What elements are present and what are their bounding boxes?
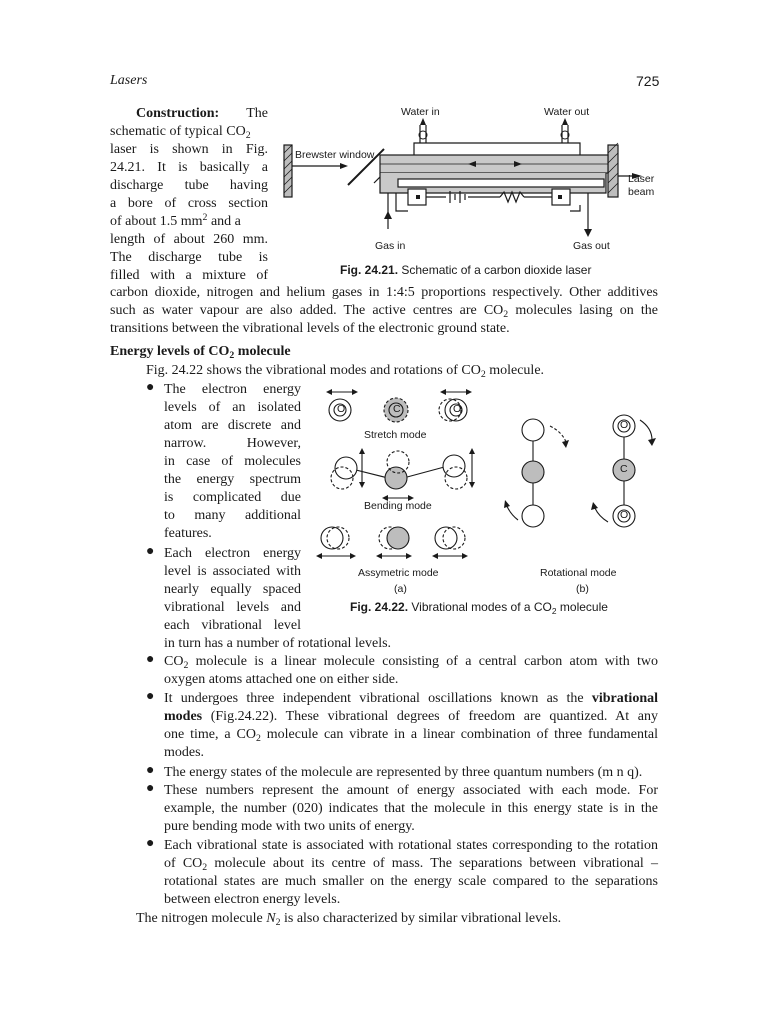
label-water-out: Water out — [544, 106, 590, 118]
construction-line: 24.21. It is basically a — [110, 160, 268, 175]
bullet-1: The electron energy levels of an isolated atom are discrete and narrow. However, in case of molecules the energy spectrum is complicated due to many additional features. — [164, 382, 301, 541]
construction-column — [110, 105, 268, 285]
atom-label-o: O — [453, 403, 462, 415]
label-brewster-window: Brewster window — [295, 149, 375, 161]
atom-label-o: O — [620, 419, 629, 431]
bullet-marker: ● — [146, 781, 155, 796]
bullet-6: These numbers represent the amount of energy associated with each mode. For example, the number (020) indicates that the molecule in this energy state is in the pure bending mode with two units of energy. — [164, 783, 658, 834]
label-laser-beam: Laser beam — [628, 173, 655, 198]
label-stretch-mode: Stretch mode — [364, 429, 427, 441]
label-bending-mode: Bending mode — [364, 500, 432, 512]
label-gas-in: Gas in — [375, 240, 406, 252]
bullet-3: $CO_2$ molecule is a linear molecule consisting of a central carbon atom with two oxygen atoms attached one on either side. — [164, 654, 658, 687]
construction-line: a bore of cross section — [110, 196, 268, 211]
label-rotational-mode: Rotational mode — [540, 567, 617, 579]
co2-vibrational-modes-figure — [318, 386, 658, 586]
bullet-marker: ● — [146, 652, 155, 667]
label-asymmetric-mode: Assymetric mode — [358, 567, 439, 579]
bullet-2: Each electron energy level is associated with nearly equally spaced vibrational levels and each vibrational level — [164, 546, 301, 633]
construction-line: filled with a mixture of — [110, 268, 268, 283]
construction-continued: carbon dioxide, nitrogen and helium gases in 1:4:5 proportions respectively. Other additives such as water vapour are also added. The active centres are $CO_2$ molecules lasing on the transitions between the vibrational levels of the electronic ground state. — [110, 285, 658, 336]
construction-line: laser is shown in Fig. — [110, 142, 268, 157]
closing-line: The nitrogen molecule $N_2$ is also characterized by similar vibrational levels. — [136, 911, 562, 928]
atom-label-c: C — [393, 403, 401, 415]
bullet-2-end: in turn has a number of rotational levels. — [164, 636, 392, 651]
fig-24-21-caption: Fig. 24.21. Schematic of a carbon dioxide laser — [340, 263, 592, 277]
bullet-marker: ● — [146, 544, 155, 559]
bullet-marker: ● — [146, 689, 155, 704]
construction-line: schematic of typical $CO_2$ — [110, 124, 251, 141]
bullet-marker: ● — [146, 380, 155, 395]
atom-label-c: C — [620, 463, 628, 475]
construction-line: The discharge tube is — [110, 250, 268, 265]
construction-line: of about 1.5 $mm^2$ and a — [110, 212, 241, 229]
bullet-7: Each vibrational state is associated with rotational states corresponding to the rotation of $CO_2$ molecule about its centre of mass. The separations between vibrational – rotational states are much smaller on the energy scale compared to the separations between electron energy levels. — [164, 838, 658, 907]
label-gas-out: Gas out — [573, 240, 610, 252]
atom-label-o: O — [620, 509, 629, 521]
construction-line: Construction: The — [136, 106, 268, 121]
bullet-5: The energy states of the molecule are represented by three quantum numbers (m n q). — [164, 765, 643, 780]
label-water-in: Water in — [401, 106, 440, 118]
construction-line: discharge tube having — [110, 178, 268, 193]
bullet-marker: ● — [146, 763, 155, 778]
co2-laser-schematic — [280, 103, 660, 263]
construction-heading: Construction: — [136, 106, 220, 121]
atom-label-o: O — [337, 403, 346, 415]
running-title: Lasers — [110, 73, 148, 88]
construction-line: length of about 260 mm. — [110, 232, 268, 247]
bullet-marker: ● — [146, 836, 155, 851]
page-number: 725 — [636, 73, 660, 89]
label-part-a: (a) — [394, 583, 407, 595]
energy-intro: Fig. 24.22 shows the vibrational modes and rotations of $CO_2$ molecule. — [146, 363, 545, 380]
fig-24-22-caption: Fig. 24.22. Vibrational modes of a $CO_2$ molecule — [350, 600, 608, 616]
bullet-4: It undergoes three independent vibrational oscillations known as the vibrational modes (Fig.24.22). These vibrational degrees of freedom are quantized. At any one time, a $CO_2$ molecule can vibrate in a linear combination of three fundamental modes. — [164, 691, 658, 760]
energy-levels-heading: Energy levels of $CO_2$ molecule — [110, 344, 291, 361]
label-part-b: (b) — [576, 583, 589, 595]
